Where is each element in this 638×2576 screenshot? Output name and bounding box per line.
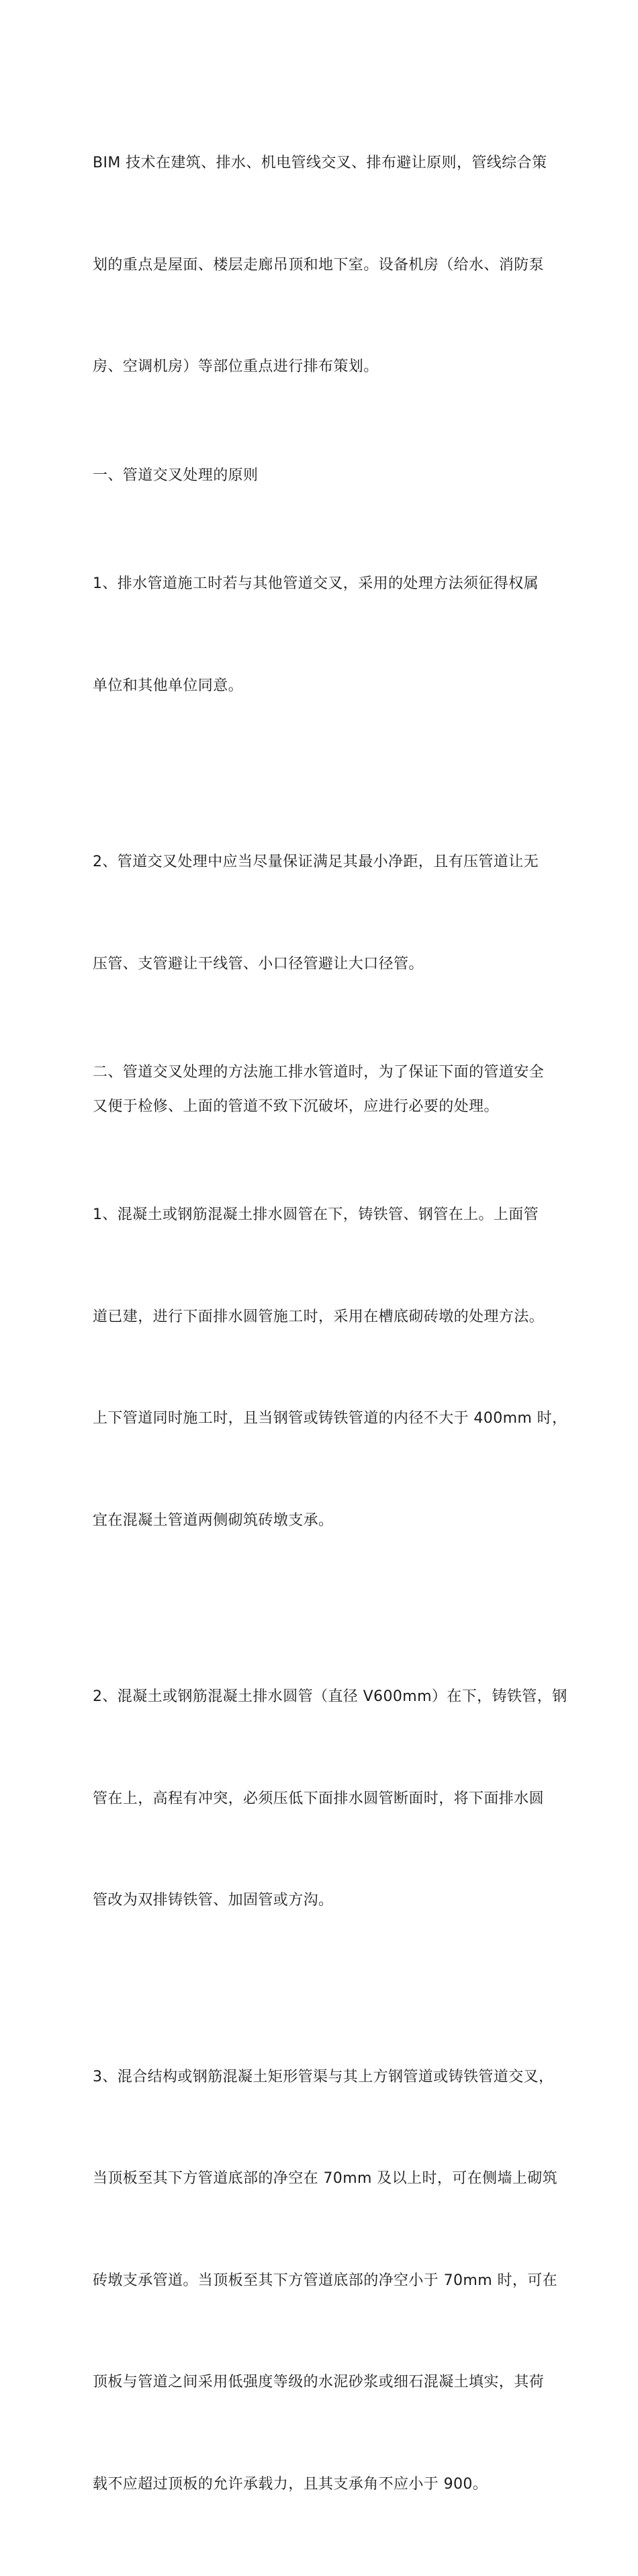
text-line: 管在上，高程有冲突，必须压低下面排水圆管断面时，将下面排水圆 — [93, 1790, 545, 1807]
text-line: 压管、支管避让干线管、小口径管避让大口径管。 — [93, 955, 424, 972]
document-page — [93, 79, 567, 2576]
text-line: 上下管道同时施工时，且当钢管或铸铁管道的内径不大于 400mm 时， — [93, 1410, 567, 1427]
text-line: 划的重点是屋面、楼层走廊吊顶和地下室。设备机房（给水、消防泵 — [93, 256, 545, 274]
section-2-item-2 — [93, 1612, 567, 1986]
text-line: 载不应超过顶板的允许承载力，且其支承角不应小于 900。 — [93, 2475, 488, 2493]
text-line: 1、排水管道施工时若与其他管道交叉，采用的处理方法须征得权属 — [93, 575, 539, 592]
text-line: 砖墩支承管道。当顶板至其下方管道底部的净空小于 70mm 时，可在 — [93, 2272, 558, 2289]
text-line: 当顶板至其下方管道底部的净空在 70mm 及以上时，可在侧墙上砌筑 — [93, 2170, 558, 2187]
section-1-item-1 — [93, 499, 553, 771]
text-line: 道已建，进行下面排水圆管施工时，采用在槽底砌砖墩的处理方法。 — [93, 1308, 545, 1325]
text-line: 1、混凝土或钢筋混凝土排水圆管在下，铸铁管、钢管在上。上面管 — [93, 1206, 539, 1223]
text-line: 房、空调机房）等部位重点进行排布策划。 — [93, 358, 379, 375]
text-line: BIM 技术在建筑、排水、机电管线交叉、排布避让原则，管线综合策 — [93, 155, 547, 171]
text-line: 单位和其他单位同意。 — [93, 677, 244, 694]
text-line: 2、混凝土或钢筋混凝土排水圆管（直径 V600mm）在下，铸铁管，钢 — [93, 1688, 567, 1705]
section-2-item-3 — [93, 1993, 558, 2570]
section-1-item-2 — [93, 778, 553, 1049]
section-2-item-1 — [93, 1130, 567, 1606]
text-line: 二、管道交叉处理的方法施工排水管道时，为了保证下面的管道安全 — [93, 1064, 545, 1081]
paragraph-intro — [93, 79, 553, 452]
section-1-heading — [93, 459, 553, 493]
text-line: 管改为双排铸铁管、加固管或方沟。 — [93, 1892, 334, 1909]
text-line: 又便于检修、上面的管道不致下沉破坏，应进行必要的处理。 — [93, 1097, 499, 1115]
text-line: 一、管道交叉处理的原则 — [93, 466, 259, 484]
section-2-heading — [93, 1056, 553, 1124]
text-line: 顶板与管道之间采用低强度等级的水泥砂浆或细石混凝土填实，其荷 — [93, 2374, 545, 2391]
text-line: 3、混合结构或钢筋混凝土矩形管渠与其上方钢管道或铸铁管道交叉， — [93, 2068, 554, 2085]
text-line: 2、管道交叉处理中应当尽量保证满足其最小净距，且有压管道让无 — [93, 854, 539, 870]
text-line: 宜在混凝土管道两侧砌筑砖墩支承。 — [93, 1511, 334, 1529]
